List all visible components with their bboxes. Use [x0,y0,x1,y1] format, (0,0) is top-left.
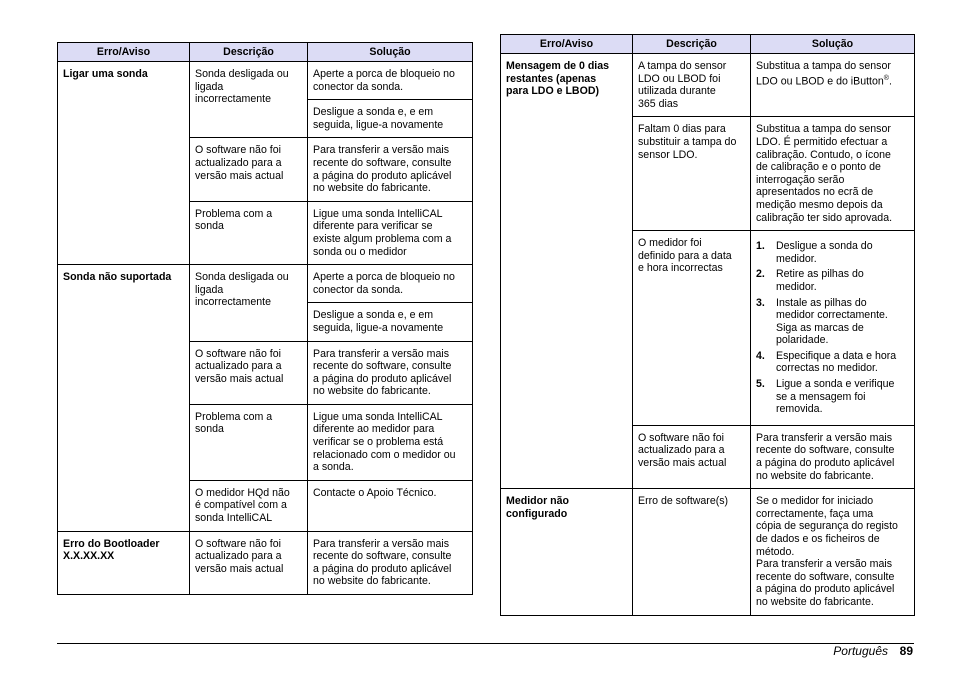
solution-cell: Substitua a tampa do sensor LDO. É permitido efectuar a calibração. Contudo, o ícone de calibração e o ponto de interrogação serão apresentados no ecrã de medição mesmo depois da calibração ter sido aprovada. [751,117,915,231]
footer-divider [57,643,914,644]
error-cell: Sonda não suportada [58,265,190,532]
table-row [58,265,473,303]
solution-cell: Se o medidor for iniciado correctamente, faça uma cópia de segurança do registo de dados e os ficheiros de método. Para transferir a versão mais recente do software, consulte a página do produto aplicável no website do fabricante. [751,489,915,615]
step-number: 3. [756,296,765,309]
step-number: 5. [756,378,765,391]
description-cell: O software não foi actualizado para a versão mais actual [190,341,308,404]
registered-mark: ® [883,74,889,82]
description-cell: O software não foi actualizado para a versão mais actual [190,531,308,594]
header-description: Descrição [633,35,751,54]
header-error: Erro/Aviso [501,35,633,54]
step-text: Desligue a sonda do medidor. [776,240,873,265]
error-cell: Erro do Bootloader X.X.XX.XX [58,531,190,594]
solution-cell: Ligue uma sonda IntelliCAL diferente ao medidor para verificar se o problema está relacionado com o medidor ou a sonda. [308,404,473,480]
error-cell: Ligar uma sonda [58,62,190,265]
solution-text: Substitua a tampa do sensor LDO ou LBOD e do iButton [756,60,891,88]
solution-cell: Aperte a porca de bloqueio no conector da sonda. [308,62,473,100]
list-item [756,240,909,265]
list-item [756,268,909,293]
solution-text-end: . [888,75,892,88]
left-troubleshooting-table [57,42,473,595]
step-text: Especifique a data e hora correctas no medidor. [776,349,897,375]
list-item [756,297,909,347]
description-cell: Erro de software(s) [633,489,751,615]
error-cell: Medidor não configurado [501,489,633,615]
description-cell: O medidor foi definido para a data e hora incorrectas [633,231,751,426]
solution-cell: Desligue a sonda e, e em seguida, ligue-a novamente [308,303,473,341]
footer-language: Português [833,644,888,658]
description-cell: O software não foi actualizado para a versão mais actual [633,425,751,488]
description-cell: O medidor HQd não é compatível com a sonda IntelliCAL [190,480,308,531]
description-cell: Sonda desligada ou ligada incorrectamente [190,62,308,138]
table-row [58,531,473,594]
table-header-row [58,43,473,62]
header-error: Erro/Aviso [58,43,190,62]
solution-cell: Desligue a sonda e, e em seguida, ligue-a novamente [308,100,473,138]
description-cell: Problema com a sonda [190,404,308,480]
list-item [756,350,909,375]
solution-cell: Para transferir a versão mais recente do software, consulte a página do produto aplicável no website do fabricante. [308,138,473,201]
solution-cell: Ligue uma sonda IntelliCAL diferente para verificar se existe algum problema com a sonda ou o medidor [308,201,473,264]
list-item [756,378,909,416]
step-text: Instale as pilhas do medidor correctamente. Siga as marcas de polaridade. [776,296,888,347]
page-number: 89 [899,644,913,658]
solution-cell: Para transferir a versão mais recente do software, consulte a página do produto aplicável no website do fabricante. [751,425,915,488]
header-description: Descrição [190,43,308,62]
error-cell: Mensagem de 0 dias restantes (apenas para LDO e LBOD) [501,54,633,489]
table-row [501,54,915,117]
header-solution: Solução [751,35,915,54]
description-cell: Sonda desligada ou ligada incorrectamente [190,265,308,341]
solution-cell [751,54,915,117]
solution-cell: Para transferir a versão mais recente do software, consulte a página do produto aplicável no website do fabricante. [308,531,473,594]
solution-cell: Para transferir a versão mais recente do software, consulte a página do produto aplicável no website do fabricante. [308,341,473,404]
step-number: 2. [756,268,765,281]
description-cell: Problema com a sonda [190,201,308,264]
table-header-row [501,35,915,54]
description-cell: A tampa do sensor LDO ou LBOD foi utilizada durante 365 dias [633,54,751,117]
right-troubleshooting-table [500,34,915,616]
step-text: Retire as pilhas do medidor. [776,268,864,293]
step-number: 1. [756,240,765,253]
description-cell: O software não foi actualizado para a versão mais actual [190,138,308,201]
header-solution: Solução [308,43,473,62]
step-number: 4. [756,349,765,362]
solution-cell: Aperte a porca de bloqueio no conector da sonda. [308,265,473,303]
description-cell: Faltam 0 dias para substituir a tampa do sensor LDO. [633,117,751,231]
solution-cell [751,231,915,426]
table-row [501,489,915,615]
step-text: Ligue a sonda e verifique se a mensagem foi removida. [776,378,895,416]
solution-steps-list [756,240,909,416]
solution-cell: Contacte o Apoio Técnico. [308,480,473,531]
table-row [58,62,473,100]
